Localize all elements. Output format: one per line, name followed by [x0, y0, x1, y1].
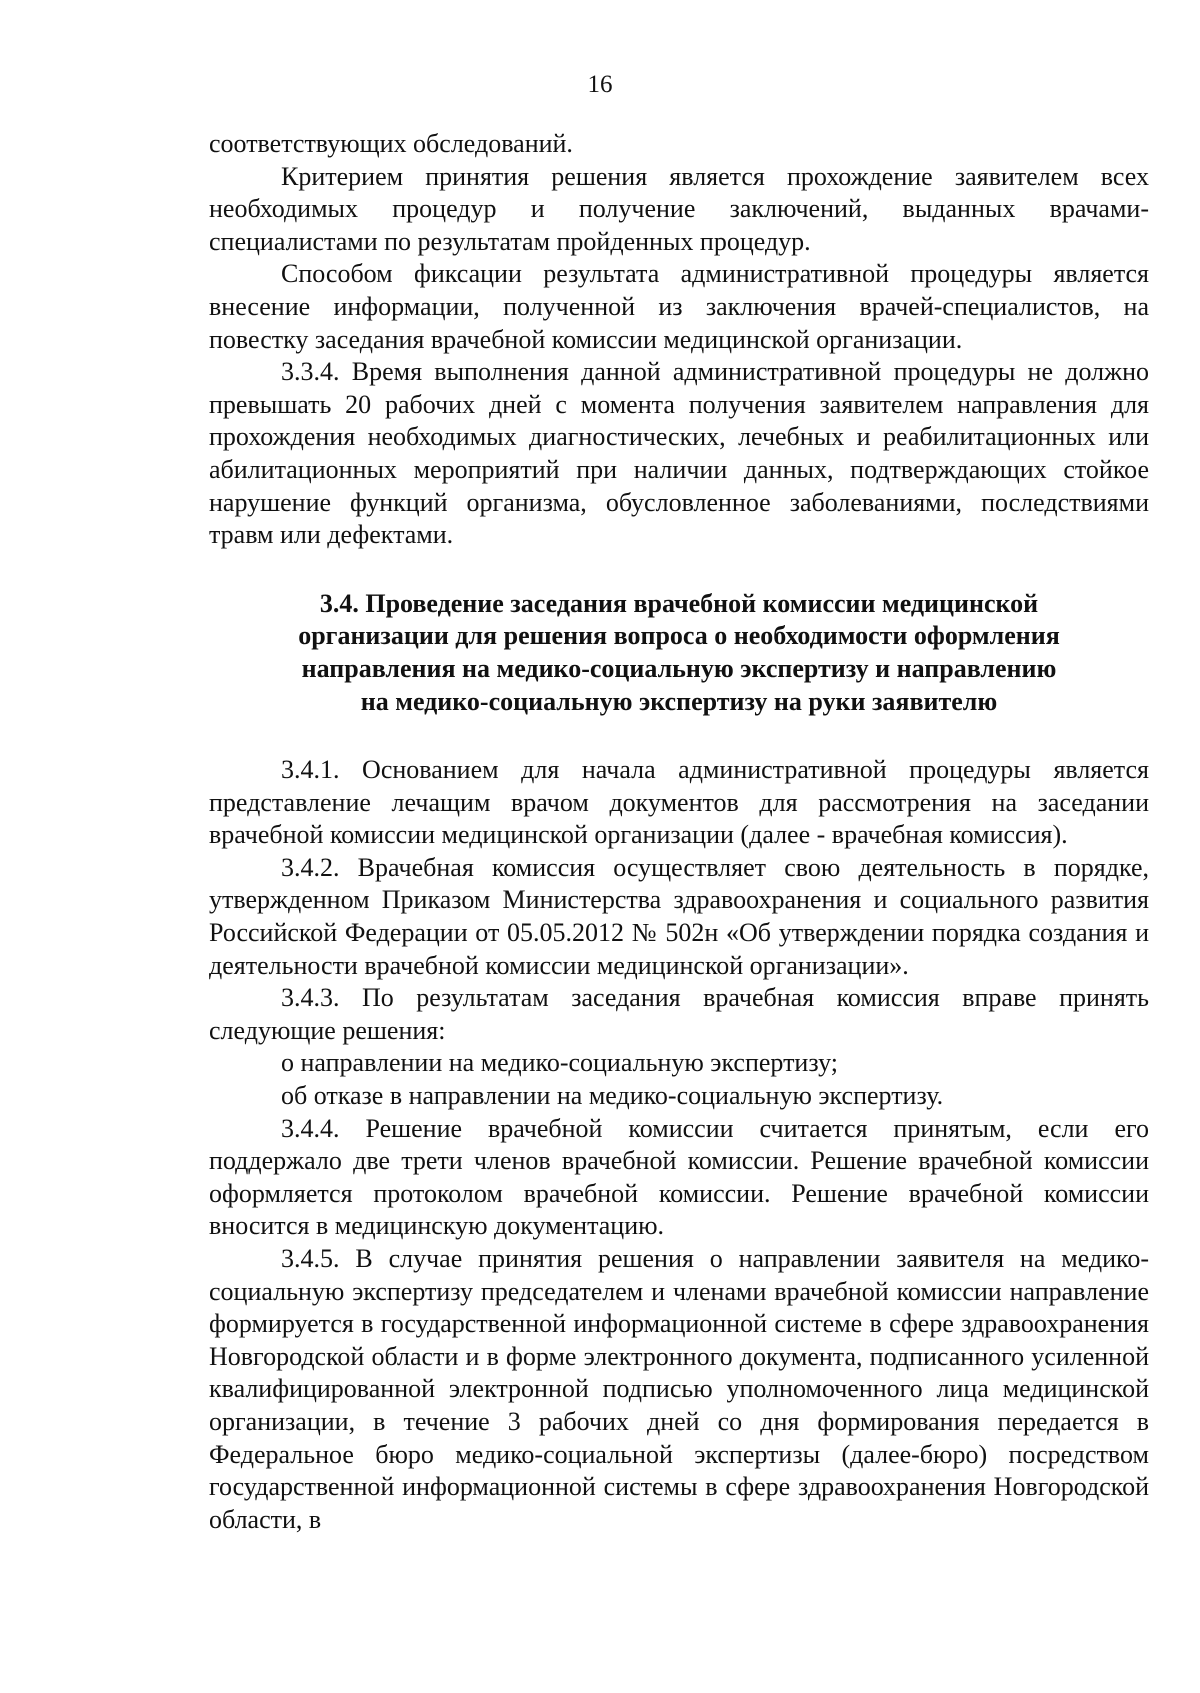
paragraph-3-4-3: 3.4.3. По результатам заседания врачебная комиссия вправе принять следующие решения:: [209, 983, 1149, 1045]
list-item-decision-refer: о направлении на медико-социальную экспертизу;: [281, 1048, 838, 1078]
list-item-decision-refuse: об отказе в направлении на медико-социальную экспертизу.: [281, 1081, 944, 1111]
document-body: [209, 128, 1149, 1536]
heading-line: направления на медико-социальную экспертизу и направлению: [301, 653, 1057, 683]
paragraph-3-3-4: 3.3.4. Время выполнения данной административной процедуры не должно превышать 20 рабочих дней с момента получения заявителем направления для прохождения необходимых диагностических, лечебных и реабилитационных или абилитационных мероприятий при наличии данных, подтверждающих стойкое нарушение функций организма, обусловленное заболеваниями, последствиями травм или дефектами.: [209, 357, 1149, 550]
paragraph-3-4-1: 3.4.1. Основанием для начала административной процедуры является представление лечащим врачом документов для рассмотрения на заседании врачебной комиссии медицинской организации (далее - врачебная комиссия).: [209, 755, 1149, 850]
heading-line: 3.4. Проведение заседания врачебной комиссии медицинской: [319, 588, 1039, 618]
page-number: 16: [587, 71, 613, 98]
paragraph-3-4-5: 3.4.5. В случае принятия решения о направлении заявителя на медико-социальную экспертизу председателем и членами врачебной комиссии направление формируется в государственной информационной системе в сфере здравоохранения Новгородской области и в форме электронного документа, подписанного усиленной квалифицированной электронной подписью уполномоченного лица медицинской организации, в течение 3 рабочих дней со дня формирования передается в Федеральное бюро медико-социальной экспертизы (далее-бюро) посредством государственной информационной системы в сфере здравоохранения Новгородской области, в: [209, 1244, 1149, 1534]
paragraph-3-4-4: 3.4.4. Решение врачебной комиссии считается принятым, если его поддержало две трети членов врачебной комиссии. Решение врачебной комиссии оформляется протоколом врачебной комиссии. Решение врачебной комиссии вносится в медицинскую документацию.: [209, 1113, 1149, 1241]
paragraph-3-4-2: 3.4.2. Врачебная комиссия осуществляет свою деятельность в порядке, утвержденном Приказом Министерства здравоохранения и социального развития Российской Федерации от 05.05.2012 № 502н «Об утверждении порядка создания и деятельности врачебной комиссии медицинской организации».: [209, 852, 1149, 980]
paragraph-decision-criterion: Критерием принятия решения является прохождение заявителем всех необходимых процедур и получение заключений, выданных врачами-специалистами по результатам пройденных процедур.: [209, 161, 1149, 256]
heading-line: организации для решения вопроса о необходимости оформления: [298, 621, 1060, 651]
paragraph-result-fixation: Способом фиксации результата административной процедуры является внесение информации, полученной из заключения врачей-специалистов, на повестку заседания врачебной комиссии медицинской организации.: [209, 259, 1149, 354]
heading-line: на медико-социальную экспертизу на руки заявителю: [360, 686, 998, 716]
section-heading-3-4: [209, 588, 1149, 718]
paragraph-continuation: соответствующих обследований.: [209, 129, 573, 158]
